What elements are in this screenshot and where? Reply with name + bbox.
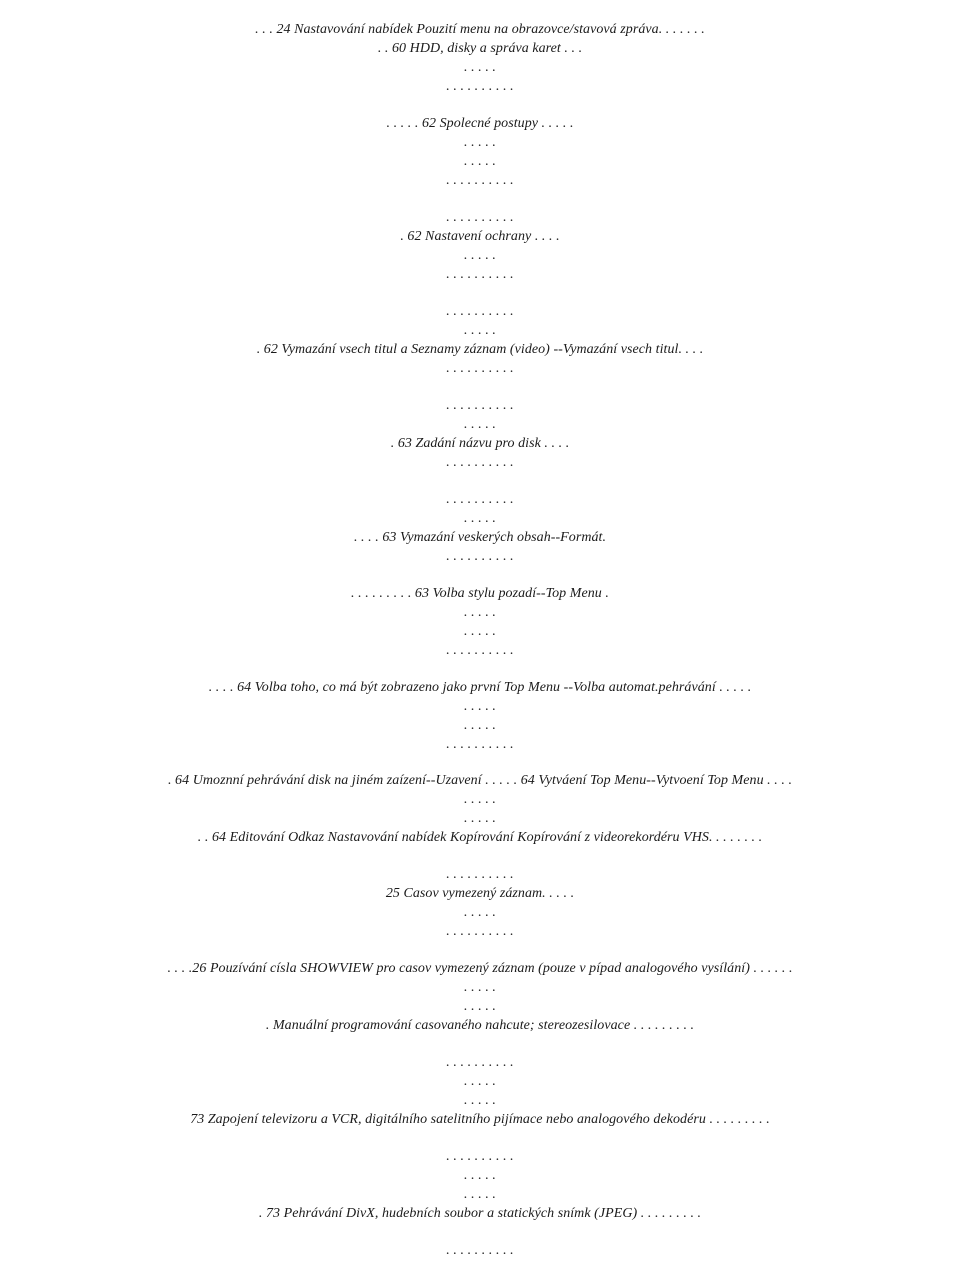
toc-line: . . . . . <box>464 1074 496 1089</box>
toc-line: . . . . . <box>464 624 496 639</box>
toc-line: . Manuální programování casovaného nahcute; stereozesilovace . . . . . . . . . <box>265 1018 695 1033</box>
toc-line: . . . . . . . . . . <box>446 210 514 225</box>
toc-line: . . . . 63 Vymazání veskerých obsah--Formát. <box>353 530 607 545</box>
toc-line: 73 Zapojení televizoru a VCR, digitálního satelitního pijímace nebo analogového dekodéru . . . . . . . . . <box>190 1112 770 1127</box>
toc-line: . . . . . <box>464 605 496 620</box>
toc-line: . . . . . . . . . . <box>446 398 514 413</box>
toc-line: . . . . . . . . . . <box>446 867 514 882</box>
toc-line: . . . . . . . . . 63 Volba stylu pozadí--Top Menu . <box>351 586 609 601</box>
toc-line: . . . . . . . . . . <box>446 1149 514 1164</box>
toc-line: . . . . . <box>464 1168 496 1183</box>
toc-line: . . . . . . . . . . <box>446 1243 514 1258</box>
toc-line: . . . . . <box>464 718 496 733</box>
toc-line: . . . . 64 Volba toho, co má být zobrazeno jako první Top Menu --Volba automat.pehrávání . . . . . <box>208 680 752 695</box>
toc-line: . . . . . <box>464 154 496 169</box>
toc-line: . . . . . <box>464 511 496 526</box>
toc-line: . . . . . <box>464 811 496 826</box>
toc-line: . . . 24 Nastavování nabídek Pouzití menu na obrazovce/stavová zpráva. . . . . . . <box>255 22 705 37</box>
toc-line: . . . . . <box>464 1093 496 1108</box>
toc-line: . . . . . . . . . . <box>446 304 514 319</box>
toc-line: . 63 Zadání názvu pro disk . . . . <box>390 436 570 451</box>
toc-line: . . . . . <box>464 980 496 995</box>
toc-line: . . . . . . . . . . <box>446 361 514 376</box>
toc-line: . . . . . . . . . . <box>446 267 514 282</box>
toc-line: . . . . . . . . . . <box>446 924 514 939</box>
toc-line: . . . . . . . . . . <box>446 79 514 94</box>
toc-line: . . 64 Editování Odkaz Nastavování nabídek Kopírování Kopírování z videorekordéru VHS. . . . . . . . <box>197 830 763 845</box>
toc-line: 25 Casov vymezený záznam. . . . . <box>385 886 575 901</box>
toc-line: . 62 Nastavení ochrany . . . . <box>400 229 560 244</box>
toc-line: . . . . . <box>464 999 496 1014</box>
toc-line: . . . . . . . . . . <box>446 643 514 658</box>
toc-line: . . . . . . . . . . <box>446 1055 514 1070</box>
toc-line: . . . . . <box>464 323 496 338</box>
toc-line: . . . . . <box>464 135 496 150</box>
toc-line: . 62 Vymazání vsech titul a Seznamy záznam (video) --Vymazání vsech titul. . . . <box>256 342 704 357</box>
toc-line: . . . . . <box>464 792 496 807</box>
toc-line: . . 60 HDD, disky a správa karet . . . <box>377 41 583 56</box>
toc-line: . . . . . . . . . . <box>446 455 514 470</box>
toc-line: . . . . . <box>464 417 496 432</box>
toc-line: . . . . . . . . . . <box>446 737 514 752</box>
toc-line: . . . . . 62 Spolecné postupy . . . . . <box>386 116 574 131</box>
toc-line: . . . . . <box>464 248 496 263</box>
toc-line: . . . . . . . . . . <box>446 549 514 564</box>
toc-line: . 64 Umoznní pehrávání disk na jiném zaízení--Uzavení . . . . . 64 Vytváení Top Menu--Vytvoení Top Menu . . . . <box>167 773 793 788</box>
toc-line: . . . . . . . . . . <box>446 492 514 507</box>
toc-line: . . . . . <box>464 905 496 920</box>
toc-line: . . . . . <box>464 699 496 714</box>
toc-line: . 73 Pehrávání DivX, hudebních soubor a statických snímk (JPEG) . . . . . . . . . <box>258 1206 702 1221</box>
toc-line: . . . . . . . . . . <box>446 173 514 188</box>
toc-line: . . . . . <box>464 1187 496 1202</box>
toc-line: . . . .26 Pouzívání císla SHOWVIEW pro casov vymezený záznam (pouze v pípad analogového vysílání) . . . . . . <box>167 961 793 976</box>
toc-line: . . . . . <box>464 60 496 75</box>
